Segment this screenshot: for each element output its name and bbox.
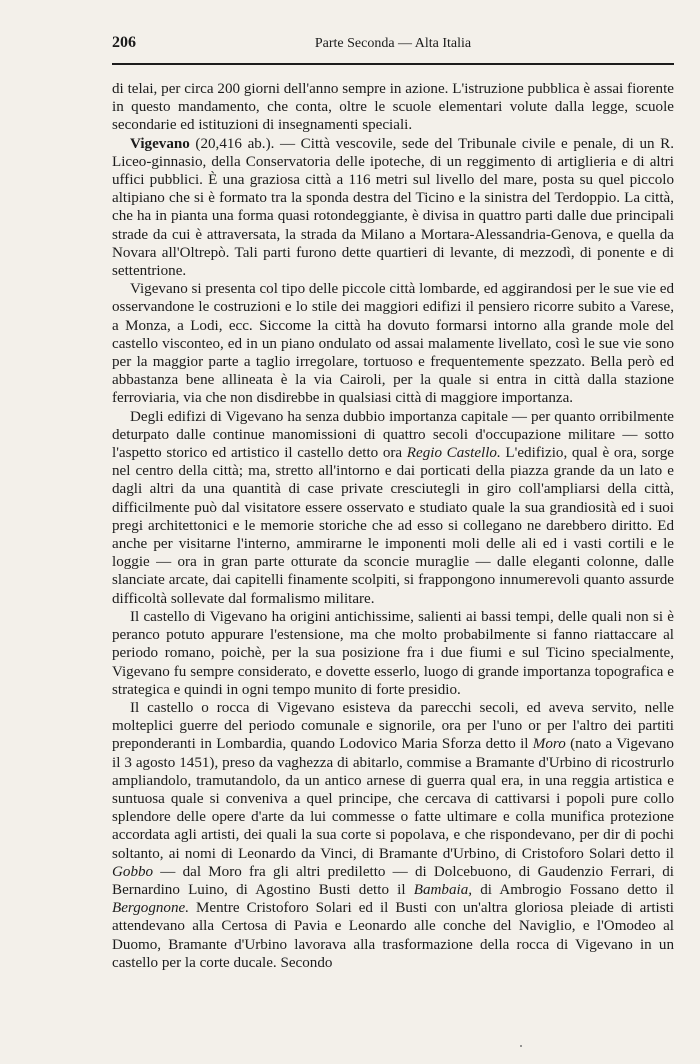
paragraph-text: Il castello o rocca di Vigevano esisteva da parecchi secoli, ed aveva servito, nelle molteplici guerre del periodo comunale e signorile, ora per l'uno or per l'altro dei partiti preponderanti in Lombardia, quando Lodovico Maria Sforza detto il	[112, 699, 674, 753]
paragraph-text: Vigevano si presenta col tipo delle piccole città lombarde, ed aggirandosi per le sue vie ed osservandone le costruzioni e lo stile dei maggiori edifizi il pensiero ricorre subito a Varese, a Monza, a Lodi, ecc. Siccome la città ha dovuto formarsi intorno alla grande mole del castello visconteo, ed in un piano ondulato od assai malamente livellato, così le sue vie sono per la maggior parte a taglio irregolare, tortuoso e frequentemente spezzato. Bella però ed abbastanza bene allineata è la via Cairoli, per la quale si entra in città dalla stazione ferroviaria, via che non disdirebbe in qualsiasi città di maggiore importanza.	[112, 281, 674, 407]
paragraph	[112, 80, 674, 135]
body-text	[112, 80, 674, 972]
header-rule	[112, 63, 674, 65]
page-header	[112, 34, 674, 56]
italic-term: Bergognone.	[112, 900, 189, 917]
italic-term: Moro	[532, 736, 566, 753]
italic-term: Bambaia,	[413, 881, 473, 898]
paragraph-text: di Ambrogio Fossano detto il	[472, 881, 675, 898]
paper-speck	[520, 1045, 522, 1047]
paragraph	[112, 608, 674, 699]
paragraph	[112, 280, 674, 407]
entry-heading: Vigevano	[130, 135, 190, 152]
paragraph-text: — dal Moro fra gli altri prediletto — di Dolcebuono, di Gaudenzio Ferrari, di Bernardino Luino, di Agostino Busti detto il	[112, 863, 674, 898]
paragraph-text: Il castello di Vigevano ha origini antichissime, salienti ai bassi tempi, delle quali non si è peranco potuto appurare l'estensione, ma che molto probabilmente si fanno riattaccare al periodo romano, poichè, per la sua posizione fra i due fiumi e sul Ticino specialmente, Vigevano fu sempre considerato, e dovette esserlo, luogo di grande importanza topografica e strategica e quindi in ogni tempo munito di forte presidio.	[112, 608, 674, 698]
paragraph-text: Degli edifizi di Vigevano ha senza dubbio importanza capitale — per quanto orribilmente deturpato dalle continue manomissioni di quattro secoli d'occupazione militare — sotto l'aspetto storico ed artistico il castello detto ora	[112, 408, 674, 462]
paragraph-text: di telai, per circa 200 giorni dell'anno sempre in azione. L'istruzione pubblica è assai fiorente in questo mandamento, che conta, oltre le scuole elementari volute dalla legge, scuole secondarie ed istituzioni di insegnamenti speciali.	[112, 81, 674, 134]
paragraph-text: Mentre Cristoforo Solari ed il Busti con un'altra gloriosa pleiade di artisti attendevano alla Certosa di Pavia e Leonardo alle conche del Naviglio, e l'Omodeo al Duomo, Bramante d'Urbino lavorava alla trasformazione della rocca di Vigevano in un castello per la corte ducale. Secondo	[112, 900, 674, 971]
paragraph-text: L'edifizio, qual è ora, sorge nel centro della città; ma, stretto all'intorno e dai porticati della piazza grande da un lato e dagli altri da una quantità di case private cresciutegli in giro coll'ampliarsi della città, difficilmente può dal visitatore essere osservato e studiato quale la sua grandiosità ed i suoi pregi architettonici e le memorie storiche che ad esso si collegano ne darebbero diritto. Ed anche per visitarne l'interno, ammirarne le imponenti moli delle ali ed i vasti cortili e le loggie — ora in gran parte otturate da sconcie muraglie — dalle eleganti colonne, dalle slanciate arcate, dai capitelli finamente scolpiti, si frappongono innumerevoli quanto assurde difficoltà sollevate dal formalismo militare.	[112, 445, 674, 607]
paragraph	[112, 135, 674, 281]
italic-term: Regio Castello.	[406, 445, 501, 462]
running-title: Parte Seconda — Alta Italia	[314, 36, 472, 51]
italic-term: Gobbo	[112, 863, 154, 880]
page-number: 206	[112, 34, 136, 51]
paragraph	[112, 408, 674, 608]
paragraph	[112, 699, 674, 972]
paragraph-text: (20,416 ab.). — Città vescovile, sede del Tribunale civile e penale, di un R. Liceo-ginnasio, della Conservatoria delle ipoteche, di un reggimento di artiglieria e di altri uffici pubblici. È una graziosa città a 116 metri sul livello del mare, posta su quel piccolo altipiano che si è formato tra la sponda destra del Ticino e la sinistra del Terdoppio. La città, che ha in pianta una forma quasi rotondeggiante, è divisa in quattro parti dalle due principali strade da cui è attraversata, la strada da Milano a Mortara-Alessandria-Genova, e quella da Novara all'Oltrepò. Tali parti furono dette quartieri di levante, di mezzodì, di ponente e di settentrione.	[112, 135, 674, 280]
paragraph-text: (nato a Vigevano il 3 agosto 1451), preso da vaghezza di abitarlo, commise a Bramante d'Urbino di ricostrurlo ampliandolo, tramutandolo, da un antico arnese di guerra qual era, in una reggia artistica e suntuosa quale si conveniva a quel principe, che cercava di cattivarsi i popoli pure collo splendore delle opere d'arte da lui commesse o fatte ultimare e colla munifica protezione accordata agli artisti, dei quali la sua corte si popolava, e che rispondevano, per dir di pochi soltanto, ai nomi di Leonardo da Vinci, di Bramante d'Urbino, di Cristoforo Solari detto il	[112, 736, 674, 862]
